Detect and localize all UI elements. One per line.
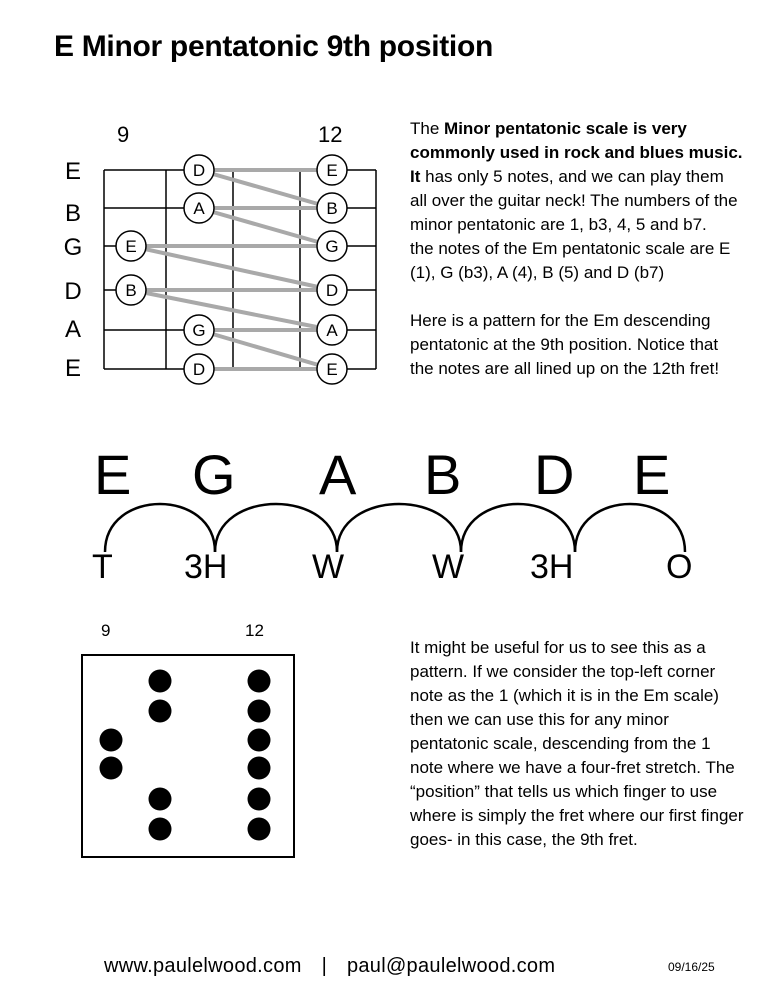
interval-t: T [92, 548, 113, 586]
footer-contact [104, 955, 555, 978]
interval-w-1: W [312, 548, 345, 586]
footer-date: 09/16/25 [668, 960, 715, 974]
intro-bold-text: Minor pentatonic scale is very commonly used in rock and blues music. It [410, 119, 743, 186]
pattern-dot [248, 757, 271, 780]
note-label: E [326, 161, 338, 180]
pattern-dot [248, 788, 271, 811]
pattern-dot [248, 729, 271, 752]
note-label: A [326, 321, 338, 340]
pattern-fret-label-9: 9 [101, 621, 111, 640]
note-label: E [326, 360, 338, 379]
string-label-low-e: E [64, 355, 81, 382]
note-label: D [325, 281, 339, 300]
page-title: E Minor pentatonic 9th position [54, 30, 494, 63]
note-label: A [193, 199, 205, 218]
pattern-dot [149, 670, 172, 693]
scale-note-e: E [94, 443, 132, 506]
pattern-dot [100, 729, 123, 752]
pattern-dot [149, 788, 172, 811]
fret-label-12: 12 [318, 122, 343, 147]
pattern-dot [149, 818, 172, 841]
note-label: D [192, 360, 206, 379]
note-label: G [192, 321, 206, 340]
string-label-g: G [63, 234, 83, 261]
note-label: G [325, 237, 339, 256]
footer-separator: | [321, 955, 328, 977]
scale-note-e-octave: E [633, 443, 671, 506]
string-label-high-e: E [64, 158, 81, 185]
pattern-fret-label-12: 12 [245, 621, 264, 640]
note-label: B [125, 281, 137, 300]
scale-note-a: A [319, 443, 357, 506]
email-link[interactable]: paul@paulelwood.com [346, 955, 556, 977]
interval-3h-1: 3H [184, 548, 228, 586]
note-label: D [192, 161, 206, 180]
intro-pattern-line: Here is a pattern for the Em descending pentatonic at the 9th position. Notice that the notes are all lined up on the 12th fret! [410, 311, 720, 378]
scale-note-g: G [192, 443, 236, 506]
note-label: E [125, 237, 137, 256]
note-label: B [326, 199, 338, 218]
scale-note-b: B [424, 443, 462, 506]
intro-notes-line: the notes of the Em pentatonic scale are E (1), G (b3), A (4), B (5) and D (b7) [410, 239, 731, 282]
pattern-dot [100, 757, 123, 780]
scale-note-d: D [534, 443, 575, 506]
pattern-dot [149, 700, 172, 723]
interval-o: O [666, 548, 693, 586]
intro-text-2: has only 5 notes, and we can play them all over the guitar neck! The numbers of the minor pentatonic are 1, b3, 4, 5 and b7. [410, 167, 738, 234]
interval-3h-2: 3H [530, 548, 574, 586]
pattern-dot [248, 818, 271, 841]
string-label-b: B [64, 200, 81, 227]
intro-text-1: The [410, 119, 445, 138]
website-link[interactable]: www.paulelwood.com [104, 955, 302, 977]
pattern-dot [248, 700, 271, 723]
pattern-paragraph: It might be useful for us to see this as a pattern. If we consider the top-left corner note as the 1 (which it is in the Em scale) then we can use this for any minor pentatonic scale, descending from the 1 note where we have a four-fret stretch. The “position” that tells us which finger to use where is simply the fret where our first finger goes- in this case, the 9th fret. [410, 638, 744, 849]
string-label-d: D [64, 278, 82, 305]
string-label-a: A [64, 316, 81, 343]
interval-w-2: W [432, 548, 465, 586]
fret-label-9: 9 [117, 122, 130, 147]
pattern-dot [248, 670, 271, 693]
